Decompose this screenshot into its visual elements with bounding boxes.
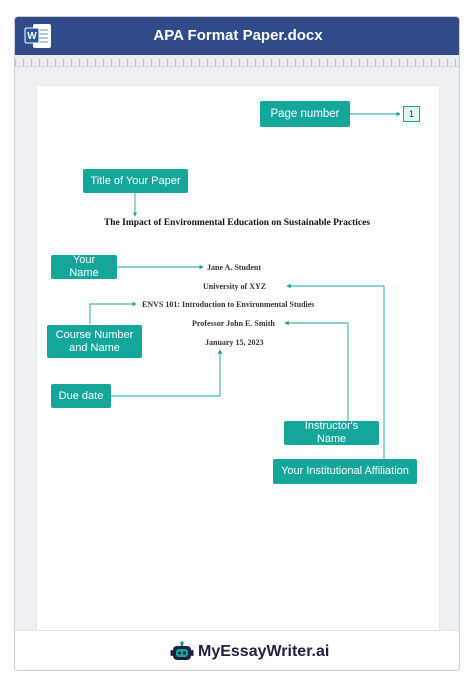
label-due-date: Due date bbox=[51, 384, 111, 408]
label-your-name: Your Name bbox=[51, 255, 117, 279]
label-page-number: Page number bbox=[260, 101, 350, 127]
footer bbox=[15, 630, 460, 671]
svg-text:W: W bbox=[27, 31, 37, 42]
label-affiliation: Your Institutional Affiliation bbox=[273, 459, 417, 484]
paper-title: The Impact of Environmental Education on Sustainable Practices bbox=[103, 218, 371, 228]
paper-date: January 15, 2023 bbox=[205, 338, 264, 347]
brand-name: MyEssayWriter.ai bbox=[198, 643, 330, 660]
title-bar bbox=[15, 17, 460, 55]
paper-institution: University of XYZ bbox=[203, 282, 267, 291]
paper-instructor: Professor John E. Smith bbox=[192, 319, 275, 328]
label-title: Title of Your Paper bbox=[83, 169, 188, 193]
paper-course: ENVS 101: Introduction to Environmental Studies bbox=[142, 300, 315, 309]
document-page bbox=[37, 86, 439, 631]
label-course: Course Number and Name bbox=[47, 325, 142, 358]
paper-author: Jane A. Student bbox=[207, 263, 262, 272]
label-instructor: Instructor's Name bbox=[284, 421, 379, 445]
document-title: APA Format Paper.docx bbox=[153, 27, 323, 44]
ruler bbox=[15, 55, 460, 67]
robot-icon bbox=[170, 641, 194, 663]
page-number-box: 1 bbox=[403, 106, 420, 122]
